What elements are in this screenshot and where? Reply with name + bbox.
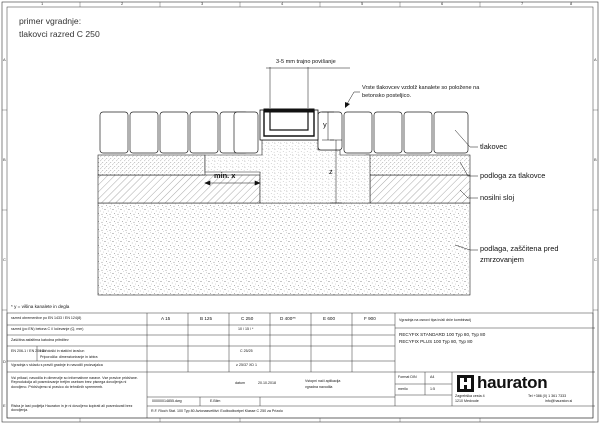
frame-row-b: B [3, 157, 6, 162]
frame-col-4: 4 [281, 1, 284, 6]
class-c250: C 250 [241, 316, 254, 321]
subject-line-1: Vstopni nači aplikacija [305, 379, 341, 383]
base-layer-left [98, 175, 260, 203]
date-value: 20.10.2018 [258, 381, 276, 385]
legend-bedding: podloga za tlakovce [480, 171, 546, 180]
class-d400: D 400** [280, 316, 296, 321]
frame-row-a: A [3, 57, 6, 62]
frame-row-d: D [3, 359, 6, 364]
tb-legal-text: Vsi prikazi, navodila in dimenzije so informativne narave. Vse pravice pridržane. Reprodukcija ali posredovanje tretjim osebam brez pisnega dovoljenja ni dovoljeno. Pridržujemo si pravico do tehničnih sprememb. [11, 376, 138, 389]
frame-row-c-right: C [594, 257, 597, 262]
pavers-note-line-2: betonsko posteljico. [362, 93, 412, 99]
pavers-note-line-1: Vrste tlakovcev vzdolž kanalete so položene na [362, 85, 480, 91]
format-value: A4 [430, 375, 435, 379]
min-x-label: min. x [214, 171, 236, 180]
channel-drain [260, 109, 318, 140]
legend-base: nosilni sloj [480, 193, 515, 202]
class-e600: E 600 [323, 316, 336, 321]
tb-sub-2: Priporočila: dimenzioniranje in izbira [40, 355, 98, 359]
bedding-right [366, 155, 470, 175]
base-layer-right [370, 175, 470, 203]
subject-line-2: vgradna navodila [305, 385, 333, 389]
frame-col-6: 6 [441, 1, 444, 6]
tb-row2-value: 10 / 15 / * [238, 327, 254, 331]
pavers-left [100, 112, 248, 153]
class-a15: A 15 [161, 316, 171, 321]
scale-label: merilo [398, 387, 408, 391]
description-header: Vgradnja na osnovi tipa in/ali drče kombinacij [399, 318, 471, 322]
company-address-1: Zagrebška cesta 4 [455, 394, 485, 398]
raise-label: 3-5 mm trajno povišanje [276, 59, 336, 65]
pavers-right [344, 112, 468, 153]
paver-adjacent-left [234, 112, 258, 153]
product-line-2: RECYFIX PLUS 100 Typ 80, Typ 80 [399, 339, 473, 344]
frame-col-3: 3 [201, 1, 204, 6]
title-line-1: primer vgradnje: [19, 16, 82, 26]
hauraton-logo-mark [457, 375, 474, 392]
tb-legal-text-2: Risba je last podjetja Hauraton in je ni dovoljeno kopirati ali posredovati brez dovoljenja. [11, 404, 133, 413]
legend-subgrade-line-2: zmrzovanjem [480, 255, 524, 264]
frame-col-8: 8 [570, 1, 573, 6]
bedding-left [98, 155, 205, 175]
frame-col-7: 7 [521, 1, 524, 6]
company-web: info@hauraton.si [545, 399, 573, 403]
class-b125: B 125 [200, 316, 213, 321]
tb-row5-value: ≥ 25/37 XD 1 [236, 363, 257, 367]
frame-row-a-right: A [594, 57, 597, 62]
editor-name: E.Blim [210, 399, 221, 403]
y-label: y [323, 120, 327, 129]
tb-row-5: Vgradnja v skladu s pravili gradnje in navodili proizvajalca [11, 363, 103, 367]
tb-sub-1: Hidrološki in statični izračun [40, 349, 85, 353]
frame-col-1: 1 [41, 1, 44, 6]
raise-dimension [266, 67, 350, 108]
legend-paver: tlakovec [480, 142, 508, 151]
frame-row-b-right: B [594, 157, 597, 162]
format-label: Format DIN [398, 375, 417, 379]
frame-col-2: 2 [121, 1, 124, 6]
legend-subgrade-line-1: podlaga, zaščitena pred [480, 244, 559, 253]
note-leader [347, 92, 360, 104]
company-phone: Tel +386 (0) 1 361 7333 [528, 394, 567, 398]
class-f900: F 900 [364, 316, 376, 321]
tb-row-1: razred obremenitve po EN 1433 / EN 124(8) [11, 316, 82, 320]
z-label: z [329, 167, 333, 176]
tb-row-2: razred (po EN) betona C // ločevanje (Q, mm) [11, 327, 84, 331]
frame-row-c: C [3, 257, 6, 262]
drawn-label: datum [235, 381, 245, 385]
drawing-number: 00000014855.dwg [152, 399, 182, 403]
paver-adjacent-right [318, 112, 342, 150]
subgrade-layer [98, 203, 470, 295]
company-name: hauraton [477, 373, 548, 392]
company-address-2: 1210 Medvode [455, 399, 479, 403]
title-line-2: tlakovci razred C 250 [19, 29, 100, 39]
frame-row-e: E [3, 403, 6, 408]
tb-row-4: EN 206-1 / EN 206-2 / [11, 349, 47, 353]
tb-row-3: Zaščitna asfaltirna katodna pritrditev [11, 338, 69, 342]
tb-row4-value: C 25/25 [240, 349, 253, 353]
bottom-description: R.F. Rioch Stat. 100 Typ 80 Avtonasvetlitvi: Eodbodbortpel Klasse C 250 za Prizolo [151, 409, 283, 413]
scale-value: 1:5 [430, 387, 435, 391]
footnote: * y = višina kanalete in degla [11, 304, 70, 309]
product-line-1: RECYFIX STANDARD 100 Typ 80, Typ 80 [399, 332, 486, 337]
frame-col-5: 5 [361, 1, 364, 6]
